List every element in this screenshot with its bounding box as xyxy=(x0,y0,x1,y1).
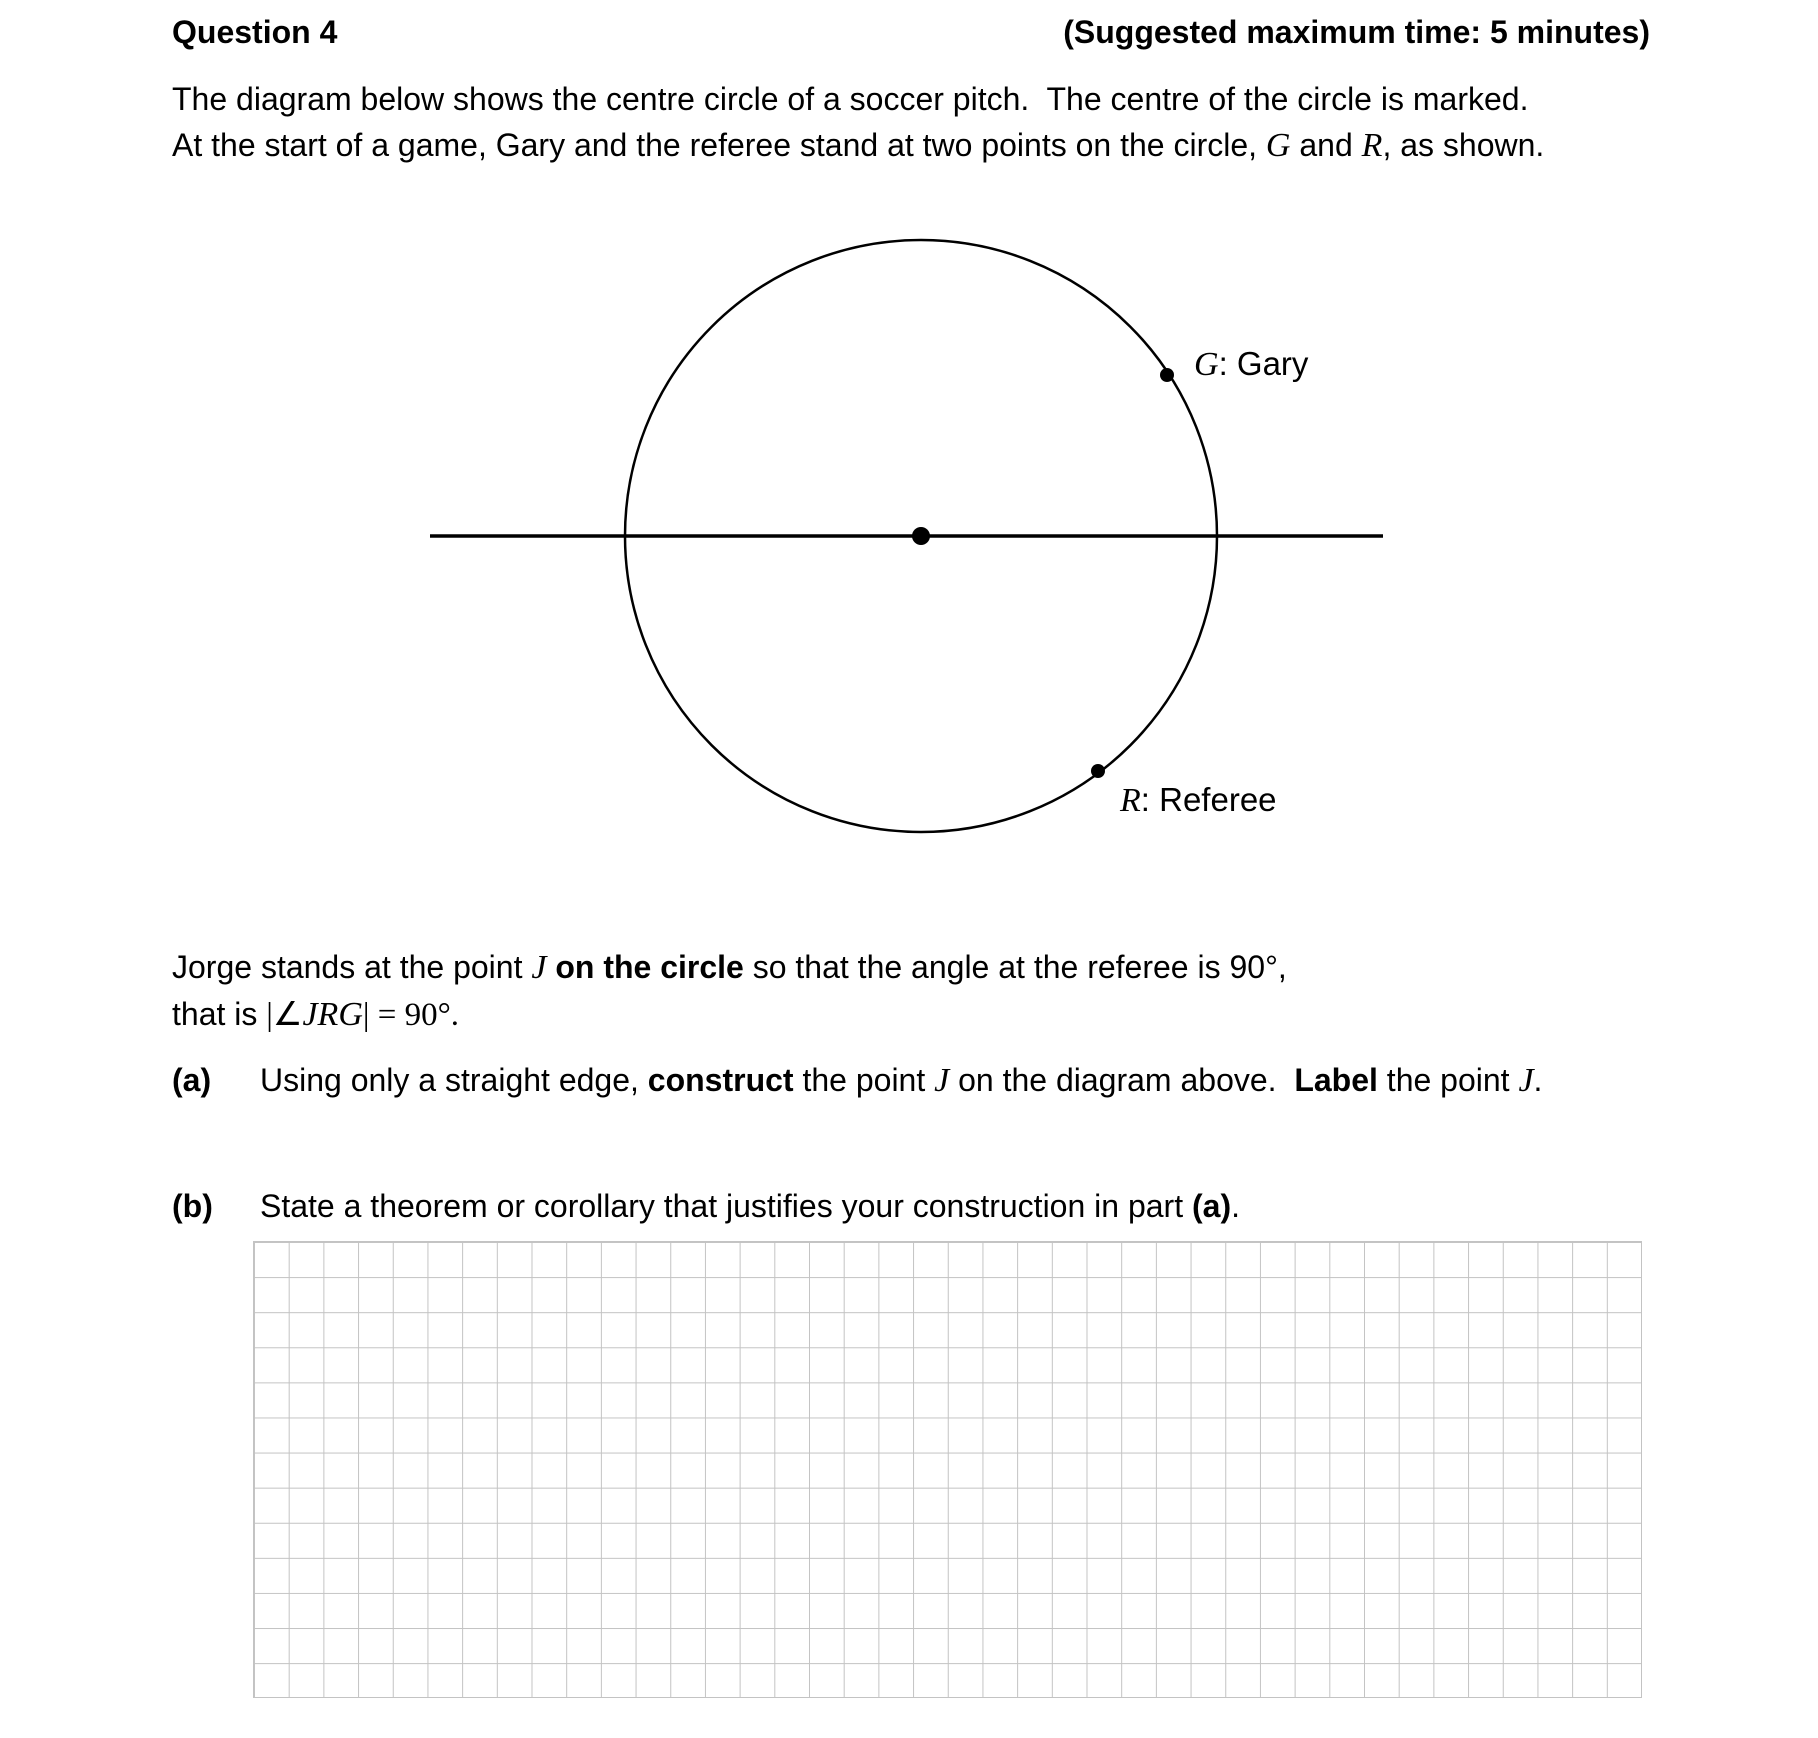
part-b xyxy=(172,1188,1240,1225)
part-b-label: (b) xyxy=(172,1188,213,1224)
jorge-line1: Jorge stands at the point J on the circle so that the angle at the referee is 90°, xyxy=(172,949,1287,986)
intro-text xyxy=(172,76,1544,169)
part-a-label: (a) xyxy=(172,1062,212,1098)
label-emphasis: Label xyxy=(1294,1062,1378,1098)
intro-line1: The diagram below shows the centre circle of a soccer pitch. The centre of the circle is marked. xyxy=(172,81,1529,117)
jorge-line2: that is |∠JRG| = 90°. xyxy=(172,996,460,1033)
on-the-circle-emphasis: on the circle xyxy=(555,949,744,985)
point-g-label: G: Gary xyxy=(1194,345,1309,383)
intro-line2: At the start of a game, Gary and the referee stand at two points on the circle, G and R, as shown. xyxy=(172,127,1545,164)
time-note: (Suggested maximum time: 5 minutes) xyxy=(1063,14,1650,50)
construct-emphasis: construct xyxy=(647,1062,794,1098)
question-number: Question 4 xyxy=(172,14,338,50)
point-r-dot xyxy=(1091,764,1105,778)
var-J: J xyxy=(531,949,547,986)
var-R: R xyxy=(1361,127,1383,164)
circle-diagram xyxy=(0,185,1818,905)
point-g-dot xyxy=(1160,368,1174,382)
centre-dot xyxy=(912,527,930,545)
var-G: G xyxy=(1265,127,1291,164)
var-J: J xyxy=(1518,1062,1534,1099)
point-r-label: R: Referee xyxy=(1120,781,1277,819)
part-a-text: Using only a straight edge, construct the point J on the diagram above. Label the point J. xyxy=(260,1062,1543,1099)
part-a-reference: (a) xyxy=(1191,1188,1232,1224)
var-J: J xyxy=(934,1062,950,1099)
answer-grid xyxy=(253,1241,1642,1698)
question-header xyxy=(172,14,1650,51)
jorge-text xyxy=(172,944,1287,1039)
part-b-text: State a theorem or corollary that justifies your construction in part (a). xyxy=(260,1188,1240,1224)
part-a xyxy=(172,1062,1542,1100)
var-JRG: JRG xyxy=(302,996,363,1033)
